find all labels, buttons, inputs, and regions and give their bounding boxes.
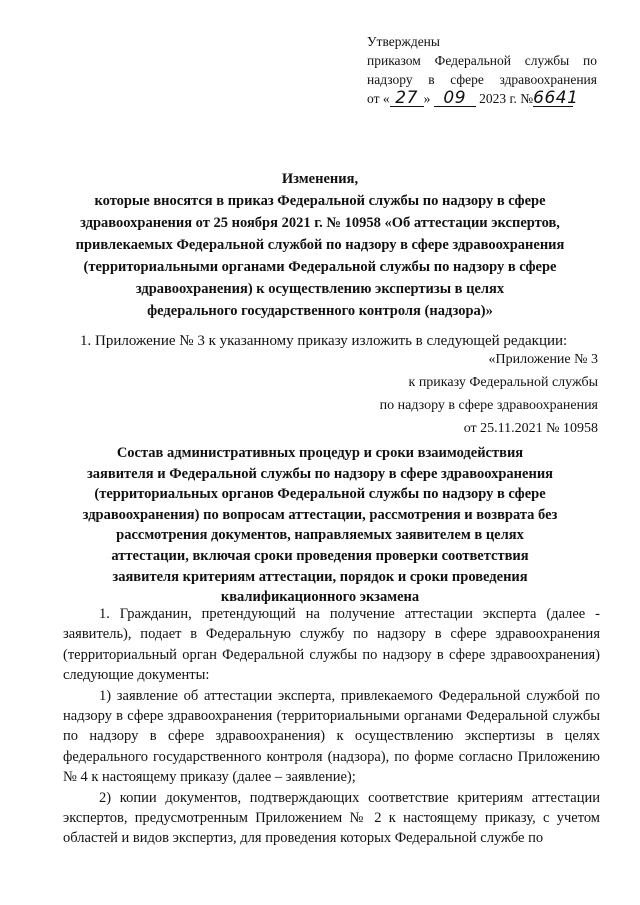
document-title xyxy=(55,168,585,322)
paragraph-1: 1. Гражданин, претендующий на получение аттестации эксперта (далее - заявитель), подает в Федеральную службу по надзору в сфере здравоохранения (территориальный орган Федеральной службы по надзору в сфере здравоохранения) следующие документы: xyxy=(63,606,600,684)
approval-stamp xyxy=(367,32,597,108)
handwritten-month: 09 xyxy=(443,88,467,108)
title-line: (территориальными органами Федеральной службы по надзору в сфере xyxy=(83,259,557,275)
annex-line: к приказу Федеральной службы xyxy=(408,375,598,390)
date-year-text: 2023 г. № xyxy=(479,91,534,106)
body-text xyxy=(63,604,600,849)
date-month-blank xyxy=(434,88,476,108)
handwritten-order-number: 6641 xyxy=(533,88,579,108)
heading-line: аттестации, включая сроки проведения проверки соответствия xyxy=(111,547,529,564)
approval-line-1: Утверждены xyxy=(367,34,440,49)
title-line: здравоохранения от 25 ноября 2021 г. № 10958 «Об аттестации экспертов, xyxy=(80,215,560,231)
title-line: Изменения, xyxy=(281,171,359,187)
section-heading xyxy=(60,443,580,608)
date-day-blank xyxy=(390,88,424,108)
heading-line: квалификационного экзамена xyxy=(220,589,420,606)
heading-line: здравоохранения) по вопросам аттестации, рассмотрения и возврата без xyxy=(82,506,558,523)
approval-date-line xyxy=(367,89,597,108)
title-line: которые вносятся в приказ Федеральной службы по надзору в сфере xyxy=(94,193,546,209)
heading-line: Состав административных процедур и сроки взаимодействия xyxy=(116,445,524,461)
annex-line: от 25.11.2021 № 10958 xyxy=(463,421,598,436)
annex-line: «Приложение № 3 xyxy=(488,352,598,367)
paragraph-2: 1) заявление об аттестации эксперта, привлекаемого Федеральной службой по надзору в сфере здравоохранения (территориальными органами Федеральной службы по надзору в сфере здравоохранения) к осуществлению экспертизы в целях федерального государственного контроля (надзора), по форме согласно Приложению № 4 к настоящему приказу (далее – заявление); xyxy=(63,687,600,786)
approval-line-2: приказом Федеральной службы по xyxy=(367,53,597,68)
handwritten-day: 27 xyxy=(395,88,418,108)
approval-line-3: надзору в сфере здравоохранения xyxy=(367,72,597,87)
title-line: федерального государственного контроля (надзора)» xyxy=(147,303,493,319)
heading-line: рассмотрения документов, направляемых заявителем в целях xyxy=(116,527,524,544)
title-line: привлекаемых Федеральной службой по надзору в сфере здравоохранения xyxy=(75,237,565,253)
title-line: здравоохранения) к осуществлению экспертизы в целях xyxy=(135,281,505,297)
heading-line: (территориальных органов Федеральной службы по надзору в сфере xyxy=(94,486,546,503)
annex-header xyxy=(380,348,598,440)
date-quote-close: » xyxy=(423,91,431,106)
date-prefix: от « xyxy=(367,91,390,106)
paragraph-3: 2) копии документов, подтверждающих соответствие критериям аттестации экспертов, предусмотренным Приложением № 2 к настоящему приказу, с учетом областей и видов экспертиз, для проведения которых Федеральной службе по xyxy=(63,789,600,847)
heading-line: заявителя критериям аттестации, порядок и сроки проведения xyxy=(112,568,528,585)
item-1-text: 1. Приложение № 3 к указанному приказу изложить в следующей редакции: xyxy=(80,333,568,349)
order-number-blank xyxy=(533,88,579,108)
annex-line: по надзору в сфере здравоохранения xyxy=(379,398,598,413)
heading-line: заявителя и Федеральной службы по надзору в сфере здравоохранения xyxy=(86,465,554,482)
